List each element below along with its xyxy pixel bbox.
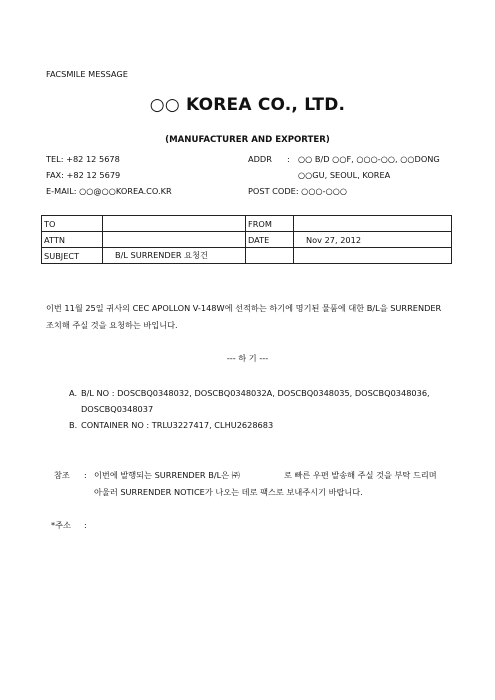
item-a-line-1: B/L NO : DOSCBQ0348032, DOSCBQ0348032A, DOSCBQ0348035, DOSCBQ0348036, <box>81 388 430 398</box>
addr-label: ADDR <box>248 154 272 164</box>
below-heading: --- 하 기 --- <box>226 353 269 363</box>
to-value <box>103 216 246 232</box>
note-label: 참조 <box>54 470 70 480</box>
item-b-line-1: CONTAINER NO : TRLU3227417, CLHU2628683 <box>81 420 274 430</box>
note-line-1-start: 이번에 발행되는 SURRENDER B/L은 ㈜ <box>94 470 240 480</box>
table-row <box>42 248 452 264</box>
table-row <box>42 216 452 232</box>
item-a-line-2: DOSCBQ0348037 <box>81 404 154 414</box>
blank-value <box>294 248 452 264</box>
addr-line-1: ○○ B/D ○○F, ○○○-○○, ○○DONG <box>298 154 440 164</box>
table-row <box>42 232 452 248</box>
note-line-1-end: 로 빠른 우편 발송해 주실 것을 부탁 드리며 <box>284 470 437 480</box>
blank-label <box>246 248 294 264</box>
date-value: Nov 27, 2012 <box>294 232 452 248</box>
routing-table <box>41 215 452 264</box>
attn-value <box>103 232 246 248</box>
subject-value: B/L SURRENDER 요청건 <box>103 248 246 264</box>
date-label: DATE <box>246 232 294 248</box>
email-line: E-MAIL: ○○@○○KOREA.CO.KR <box>46 186 172 196</box>
company-name: ○○ KOREA CO., LTD. <box>149 95 346 115</box>
body-paragraph-line-2: 조치해 주실 것을 요청하는 바입니다. <box>46 320 178 330</box>
item-a-marker: A. <box>69 388 78 398</box>
subject-label: SUBJECT <box>42 248 103 264</box>
company-role: (MANUFACTURER AND EXPORTER) <box>165 135 330 145</box>
note-separator: : <box>84 470 87 480</box>
from-label: FROM <box>246 216 294 232</box>
item-b-marker: B. <box>69 420 78 430</box>
body-paragraph-line-1: 이번 11월 25일 귀사의 CEC APOLLON V-148W에 선적하는 하기에 명기된 물품에 대한 B/L을 SURRENDER <box>46 303 442 313</box>
from-value <box>294 216 452 232</box>
addr-line-2: ○○GU, SEOUL, KOREA <box>298 170 391 180</box>
footer-address-label: *주소 <box>51 520 71 530</box>
tel-line: TEL: +82 12 5678 <box>46 154 120 164</box>
addr-separator: : <box>287 154 290 164</box>
post-code: POST CODE: ○○○-○○○ <box>248 186 348 196</box>
note-line-2: 아울러 SURRENDER NOTICE가 나오는 데로 팩스로 보내주시기 바랍니다. <box>94 487 363 497</box>
to-label: TO <box>42 216 103 232</box>
attn-label: ATTN <box>42 232 103 248</box>
fax-line: FAX: +82 12 5679 <box>46 170 121 180</box>
fax-header-label: FACSMILE MESSAGE <box>46 69 128 79</box>
footer-address-separator: : <box>84 520 87 530</box>
